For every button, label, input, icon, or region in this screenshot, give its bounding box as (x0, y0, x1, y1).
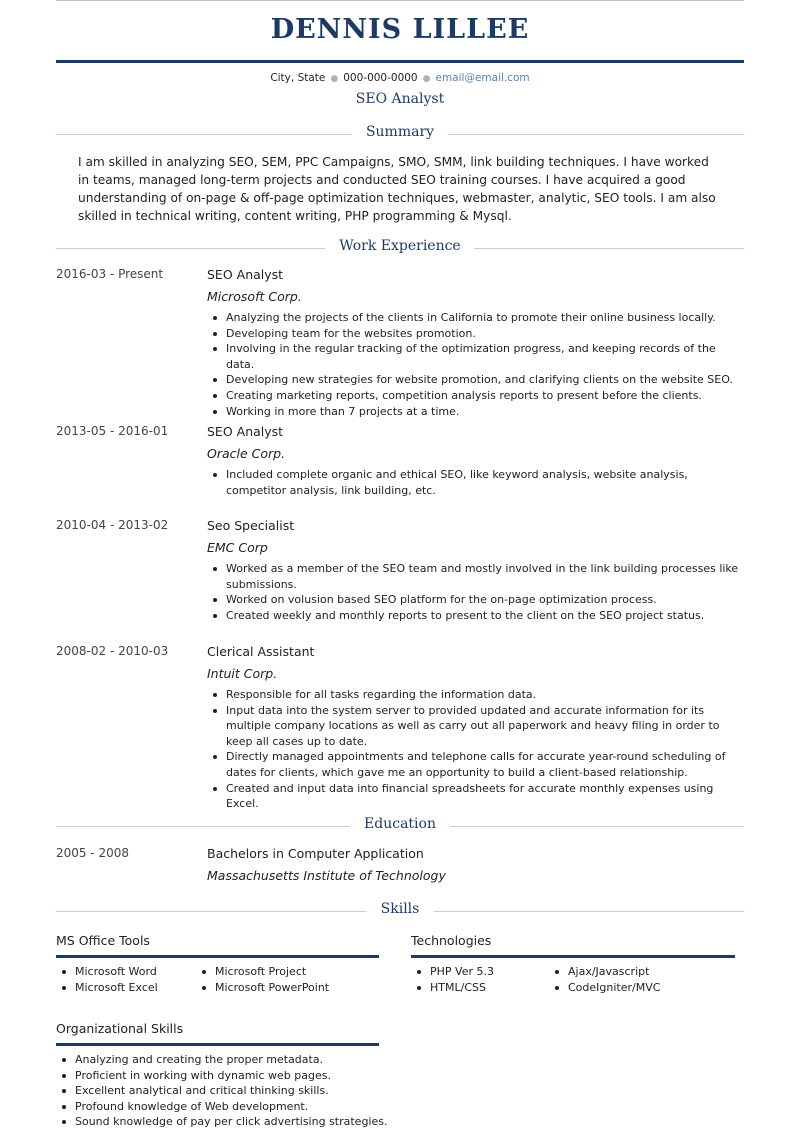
job-bullets (226, 561, 744, 623)
job-date: 2010-04 - 2013-02 (56, 518, 169, 532)
top-rule (56, 0, 744, 1)
list-item: Input data into the system server to provided updated and accurate information for its multiple company locations as well as carry out all paperwork and heavy filing in order to keep all cases up to date. (226, 703, 744, 750)
list-item: Directly managed appointments and telephone calls for accurate year-round scheduling of dates for clients, which gave me an opportunity to build a client-based relationship. (226, 749, 744, 780)
list-item: Involving in the regular tracking of the optimization progress, and keeping records of the data. (226, 341, 744, 372)
list-item: Creating marketing reports, competition analysis reports to present before the clients. (226, 388, 744, 404)
skill-group-rule (411, 955, 735, 958)
skill-list (56, 964, 379, 995)
job-title: SEO Analyst (207, 267, 284, 282)
job-company: Oracle Corp. (207, 446, 286, 461)
list-item: Microsoft Excel (56, 980, 196, 996)
list-item: Analyzing the projects of the clients in California to promote their online business locally. (226, 310, 744, 326)
section-title: Summary (352, 124, 448, 140)
list-item: Developing team for the websites promotion. (226, 326, 744, 342)
education-degree: Bachelors in Computer Application (207, 846, 424, 861)
skill-group-office (56, 933, 379, 995)
job-company: EMC Corp (207, 540, 268, 555)
summary-text: I am skilled in analyzing SEO, SEM, PPC Campaigns, SMO, SMM, link building techniques. I have worked in teams, managed long-term projects and conducted SEO training courses. I have acquired a good understanding of on-page & off-page optimization techniques, webmaster, analytic, SEO tools. I am also skilled in technical writing, content writing, PHP programming & Mysql. (78, 155, 716, 223)
bullet-dot-icon: ● (422, 74, 431, 84)
section-skills-header (56, 901, 744, 923)
bullet-dot-icon: ● (330, 74, 339, 84)
list-item: Microsoft PowerPoint (196, 980, 356, 996)
job-bullets (226, 687, 744, 812)
contact-phone: 000-000-0000 (343, 72, 418, 84)
list-item: Profound knowledge of Web development. (56, 1099, 387, 1115)
section-title: Education (350, 816, 450, 832)
contact-line (0, 72, 800, 84)
job-bullets (226, 467, 744, 498)
list-item: Worked on volusion based SEO platform for the on-page optimization process. (226, 592, 744, 608)
skill-list (56, 1052, 388, 1128)
skill-group-rule (56, 955, 379, 958)
section-work-header (56, 238, 744, 260)
list-item: Microsoft Word (56, 964, 196, 980)
list-item: Sound knowledge of pay per click advertising strategies. (56, 1114, 387, 1128)
list-item: Excellent analytical and critical thinking skills. (56, 1083, 387, 1099)
list-item: PHP Ver 5.3 (411, 964, 549, 980)
job-bullets (226, 310, 744, 419)
section-education-header (56, 816, 744, 838)
skill-group-title: Organizational Skills (56, 1021, 184, 1036)
section-title: Skills (367, 901, 434, 917)
skill-group-title: MS Office Tools (56, 933, 150, 948)
name-divider (56, 60, 744, 63)
job-date: 2013-05 - 2016-01 (56, 424, 169, 438)
education-school: Massachusetts Institute of Technology (207, 868, 446, 883)
list-item: Responsible for all tasks regarding the information data. (226, 687, 744, 703)
resume-name: DENNIS LILLEE (270, 14, 530, 45)
list-item: Created weekly and monthly reports to present to the client on the SEO project status. (226, 608, 744, 624)
job-date: 2016-03 - Present (56, 267, 164, 281)
list-item: Included complete organic and ethical SEO, like keyword analysis, website analysis, competitor analysis, link building, etc. (226, 467, 744, 498)
list-item: Ajax/Javascript (549, 964, 709, 980)
job-title: Seo Specialist (207, 518, 295, 533)
job-role-title: SEO Analyst (355, 91, 445, 107)
list-item: CodeIgniter/MVC (549, 980, 709, 996)
job-company: Intuit Corp. (207, 666, 278, 681)
contact-city: City, State (270, 72, 326, 84)
list-item: Working in more than 7 projects at a time. (226, 404, 744, 420)
job-date: 2008-02 - 2010-03 (56, 644, 169, 658)
list-item: Microsoft Project (196, 964, 356, 980)
job-title: SEO Analyst (207, 424, 284, 439)
section-title: Work Experience (325, 238, 474, 254)
section-summary-header (56, 124, 744, 146)
skill-group-org (56, 1021, 388, 1128)
list-item: Developing new strategies for website promotion, and clarifying clients on the website SEO. (226, 372, 744, 388)
job-title: Clerical Assistant (207, 644, 315, 659)
skill-group-title: Technologies (411, 933, 492, 948)
contact-email[interactable]: email@email.com (435, 72, 530, 84)
list-item: Created and input data into financial spreadsheets for accurate monthly expenses using Excel. (226, 781, 744, 812)
education-date: 2005 - 2008 (56, 846, 130, 860)
list-item: Worked as a member of the SEO team and mostly involved in the link building processes like submissions. (226, 561, 744, 592)
skill-list (411, 964, 735, 995)
job-company: Microsoft Corp. (207, 289, 302, 304)
list-item: HTML/CSS (411, 980, 549, 996)
list-item: Proficient in working with dynamic web pages. (56, 1068, 387, 1084)
skill-group-rule (56, 1043, 379, 1046)
skill-group-tech (411, 933, 735, 995)
list-item: Analyzing and creating the proper metadata. (56, 1052, 387, 1068)
